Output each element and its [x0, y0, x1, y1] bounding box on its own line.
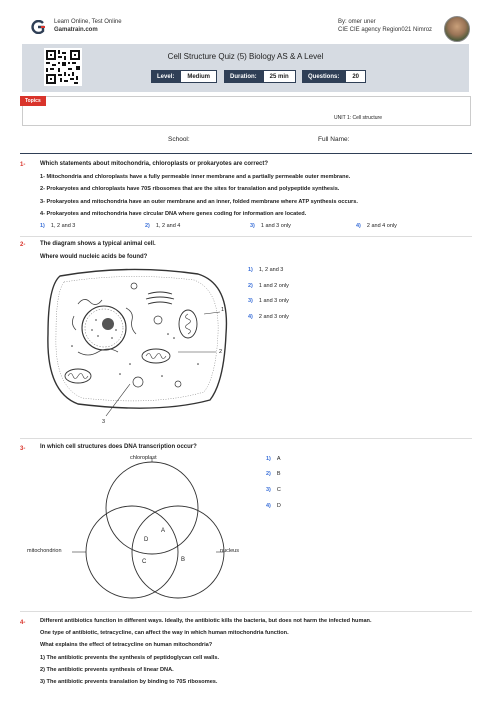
option-number: 4)	[266, 503, 271, 509]
full-name-field: Full Name:	[318, 136, 350, 143]
topics-tag: Topics	[20, 96, 46, 106]
option-text: 1, 2 and 3	[258, 267, 284, 273]
question-3-number: 3-	[20, 446, 26, 452]
option-text: 2 and 3 only	[258, 314, 289, 320]
duration-label: Duration:	[224, 70, 263, 83]
cell-label-2: 2	[219, 349, 223, 355]
option-number: 3)	[266, 487, 271, 493]
question-1-statement-2: 2- Prokaryotes and chloroplasts have 70S ribosomes that are the sites for translation and polypeptide synthesis.	[40, 186, 340, 192]
quiz-header	[22, 44, 469, 92]
venn-label-chloroplast: chloroplast	[130, 455, 157, 461]
venn-region-c: C	[142, 559, 147, 565]
question-1-statement-1: 1- Mitochondria and chloroplasts have a fully permeable inner membrane and a partially permeable outer membrane.	[40, 174, 351, 180]
venn-label-nucleus: nucleus	[220, 548, 239, 554]
option-number: 4)	[356, 223, 361, 229]
venn-diagram	[20, 456, 260, 606]
option-text: C	[276, 487, 281, 493]
question-separator	[20, 611, 472, 612]
level-badge	[151, 70, 217, 83]
question-4-stem-1: Different antibiotics function in different ways. Ideally, the antibiotic kills the bacteria, but does not harm the infected human.	[40, 618, 372, 624]
duration-value: 25 min	[263, 70, 296, 83]
question-2-number: 2-	[20, 242, 26, 248]
question-separator	[20, 438, 472, 439]
question-separator	[20, 236, 472, 237]
question-4-stem-2: One type of antibiotic, tetracycline, can affect the way in which human mitochondria function.	[40, 630, 289, 636]
questions-label: Questions:	[302, 70, 345, 83]
brand	[54, 18, 122, 34]
question-1-number: 1-	[20, 162, 26, 168]
venn-region-d: D	[144, 537, 149, 543]
option-number: 1)	[248, 267, 253, 273]
question-4-option-3[interactable]: 3) The antibiotic prevents translation by binding to 70S ribosomes.	[40, 679, 218, 685]
question-3-option-4[interactable]	[266, 503, 281, 509]
cell-label-1: 1	[221, 307, 225, 313]
question-1-option-1[interactable]	[40, 223, 75, 229]
topics-box	[22, 96, 471, 126]
questions-value: 20	[345, 70, 366, 83]
question-2-option-4[interactable]	[248, 314, 289, 320]
animal-cell-diagram	[38, 264, 238, 430]
option-text: B	[276, 471, 281, 477]
option-text: 2 and 4 only	[366, 223, 397, 229]
option-text: D	[276, 503, 281, 509]
question-4-stem-3: What explains the effect of tetracycline on human mitochondria?	[40, 642, 213, 648]
author-avatar	[444, 16, 470, 42]
brand-site-link[interactable]: Gamatrain.com	[54, 27, 98, 33]
question-1-statement-3: 3- Prokaryotes and mitochondria have an outer membrane and an inner, folded membrane where ATP synthesis occurs.	[40, 199, 358, 205]
question-3-option-2[interactable]	[266, 471, 281, 477]
question-1-stem: Which statements about mitochondria, chloroplasts or prokaryotes are correct?	[40, 161, 269, 167]
question-2-option-3[interactable]	[248, 298, 289, 304]
header-divider	[20, 153, 472, 154]
option-text: 1 and 3 only	[258, 298, 289, 304]
brand-tagline: Learn Online, Test Online	[54, 19, 122, 25]
question-3-stem: In which cell structures does DNA transcription occur?	[40, 444, 197, 450]
question-3-option-3[interactable]	[266, 487, 281, 493]
question-4-option-1[interactable]: 1) The antibiotic prevents the synthesis of peptidoglycan cell walls.	[40, 655, 220, 661]
option-text: 1 and 3 only	[260, 223, 291, 229]
author-info	[338, 18, 448, 34]
level-label: Level:	[151, 70, 180, 83]
question-3-option-1[interactable]	[266, 456, 281, 462]
level-value: Medium	[180, 70, 217, 83]
question-2-stem-2: Where would nucleic acids be found?	[40, 254, 148, 260]
quiz-title: Cell Structure Quiz (5) Biology AS & A Level	[167, 52, 324, 61]
author-agency: CIE CIE agency Region021 Nimroz	[338, 27, 433, 33]
author-name: By: omer uner	[338, 19, 376, 25]
venn-region-a: A	[161, 528, 166, 534]
question-4-option-2[interactable]: 2) The antibiotic prevents synthesis of linear DNA.	[40, 667, 174, 673]
option-number: 2)	[266, 471, 271, 477]
option-text: 1 and 2 only	[258, 283, 289, 289]
question-2-option-2[interactable]	[248, 283, 289, 289]
question-1-option-3[interactable]	[250, 223, 291, 229]
option-number: 1)	[40, 223, 45, 229]
school-field: School:	[168, 136, 190, 143]
question-1-option-4[interactable]	[356, 223, 397, 229]
option-number: 2)	[248, 283, 253, 289]
option-number: 3)	[250, 223, 255, 229]
gamatrain-logo-icon	[30, 20, 46, 34]
question-2-stem-1: The diagram shows a typical animal cell.	[40, 241, 156, 247]
questions-badge	[302, 70, 366, 83]
option-number: 1)	[266, 456, 271, 462]
cell-label-3: 3	[102, 419, 106, 425]
question-4-number: 4-	[20, 620, 26, 626]
question-2-option-1[interactable]	[248, 267, 283, 273]
topic-unit: UNIT 1: Cell structure	[334, 115, 382, 121]
option-text: A	[276, 456, 281, 462]
venn-label-mitochondrion: mitochondrion	[27, 548, 62, 554]
duration-badge	[224, 70, 296, 83]
question-1-statement-4: 4- Prokaryotes and mitochondria have circular DNA where genes coding for information are located.	[40, 211, 307, 217]
option-number: 4)	[248, 314, 253, 320]
venn-region-b: B	[181, 557, 186, 563]
option-number: 3)	[248, 298, 253, 304]
option-text: 1, 2 and 3	[50, 223, 76, 229]
option-text: 1, 2 and 4	[155, 223, 181, 229]
option-number: 2)	[145, 223, 150, 229]
question-1-option-2[interactable]	[145, 223, 180, 229]
